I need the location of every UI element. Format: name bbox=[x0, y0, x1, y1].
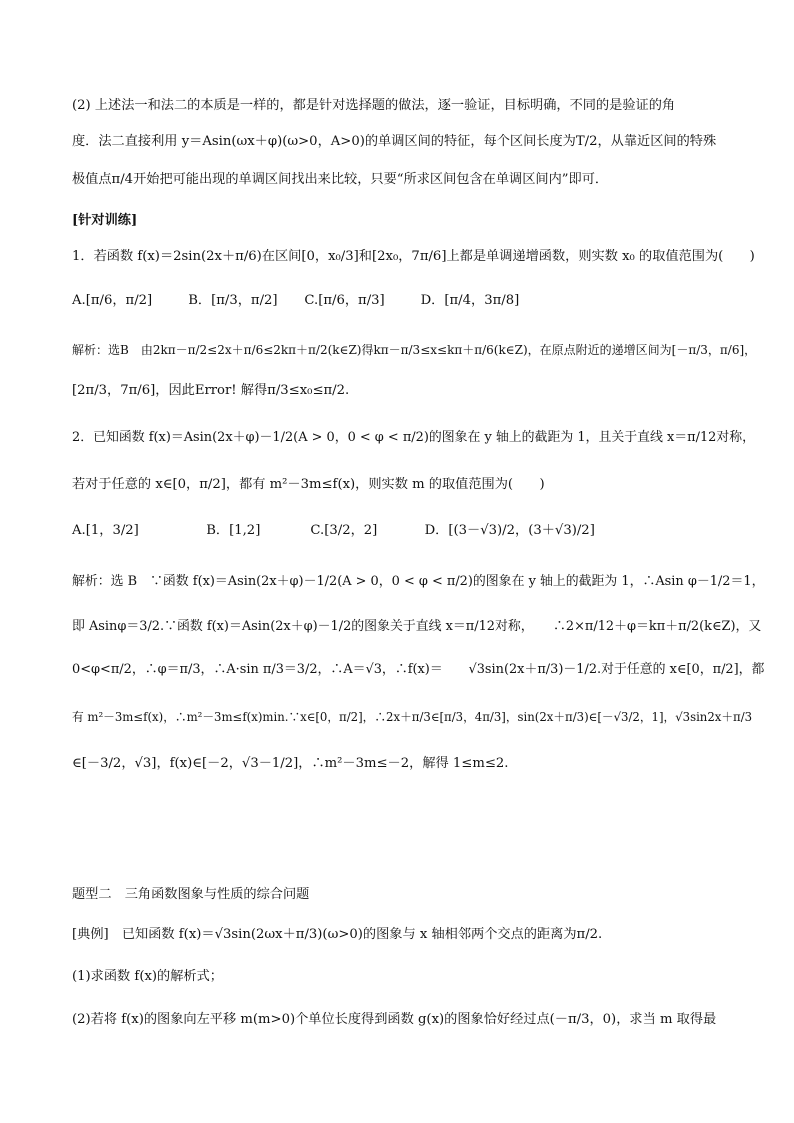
text-line: (2) 上述法一和法二的本质是一样的，都是针对选择题的做法，逐一验证，目标明确，不同的是验证的角 bbox=[72, 98, 676, 113]
option-c: C.[3/2，2] bbox=[310, 523, 378, 538]
sub-question-1: (1)求函数 f(x)的解析式； bbox=[72, 969, 223, 984]
options-row-1 bbox=[72, 291, 519, 311]
options-row-2 bbox=[72, 521, 595, 541]
solution-line: [2π/3，7π/6]，因此Error! 解得π/3≤x₀≤π/2. bbox=[72, 383, 350, 398]
text-line: 度．法二直接利用 y＝Asin(ωx＋φ)(ω>0，A>0)的单调区间的特征，每个区间长度为T/2，从靠近区间的特殊 bbox=[72, 134, 717, 149]
option-a: A.[1，3/2] bbox=[72, 523, 139, 538]
section-heading: [针对训练] bbox=[72, 213, 138, 228]
question-2-cont: 若对于任意的 x∈[0，π/2]，都有 m²－3m≤f(x)，则实数 m 的取值范围为( ) bbox=[72, 477, 545, 492]
question-2: 2．已知函数 f(x)＝Asin(2x＋φ)－1/2(A > 0，0 < φ < π/2)的图象在 y 轴上的截距为 1，且关于直线 x＝π/12对称， bbox=[72, 430, 756, 445]
sub-question-2: (2)若将 f(x)的图象向左平移 m(m>0)个单位长度得到函数 g(x)的图象恰好经过点(－π/3，0)，求当 m 取得最 bbox=[72, 1012, 717, 1027]
option-c: C.[π/6，π/3] bbox=[304, 293, 385, 308]
example-problem: [典例] 已知函数 f(x)＝√3sin(2ωx＋π/3)(ω>0)的图象与 x 轴相邻两个交点的距离为π/2. bbox=[72, 927, 603, 942]
solution-line: 解析：选B 由2kπ－π/2≤2x＋π/6≤2kπ＋π/2(k∈Z)得kπ－π/3≤x≤kπ＋π/6(k∈Z)，在原点附近的递增区间为[－π/3，π/6]， bbox=[72, 343, 757, 357]
solution-line: 有 m²－3m≤f(x)，∴m²－3m≤f(x)min.∵x∈[0，π/2]，∴2x＋π/3∈[π/3，4π/3]，sin(2x＋π/3)∈[－√3/2，1]，√3sin2x＋π/3 bbox=[72, 710, 753, 724]
solution-line: 0<φ<π/2，∴φ＝π/3，∴A·sin π/3＝3/2，∴A＝√3，∴f(x)＝ √3sin(2x＋π/3)－1/2.对于任意的 x∈[0，π/2]，都 bbox=[72, 662, 765, 677]
option-b: B．[1,2] bbox=[206, 523, 261, 538]
option-d: D．[(3－√3)/2，(3＋√3)/2] bbox=[424, 523, 595, 538]
solution-line: ∈[－3/2，√3]，f(x)∈[－2，√3－1/2]，∴m²－3m≤－2，解得 1≤m≤2. bbox=[72, 756, 509, 771]
text-line: 极值点π/4开始把可能出现的单调区间找出来比较，只要“所求区间包含在单调区间内”即可． bbox=[72, 172, 609, 187]
solution-line: 解析：选 B ∵函数 f(x)＝Asin(2x＋φ)－1/2(A > 0，0 < φ < π/2)的图象在 y 轴上的截距为 1，∴Asin φ－1/2＝1， bbox=[72, 574, 765, 589]
question-1: 1．若函数 f(x)＝2sin(2x＋π/6)在区间[0，x₀/3]和[2x₀，7π/6]上都是单调递增函数，则实数 x₀ 的取值范围为( ) bbox=[72, 249, 755, 264]
section-title: 题型二 三角函数图象与性质的综合问题 bbox=[72, 887, 310, 902]
option-b: B．[π/3，π/2] bbox=[188, 293, 278, 308]
solution-line: 即 Asinφ＝3/2.∵函数 f(x)＝Asin(2x＋φ)－1/2的图象关于直线 x＝π/12对称， ∴2×π/12＋φ＝kπ＋π/2(k∈Z)，又 bbox=[72, 619, 762, 634]
option-a: A.[π/6，π/2] bbox=[72, 293, 153, 308]
option-d: D．[π/4，3π/8] bbox=[420, 293, 520, 308]
